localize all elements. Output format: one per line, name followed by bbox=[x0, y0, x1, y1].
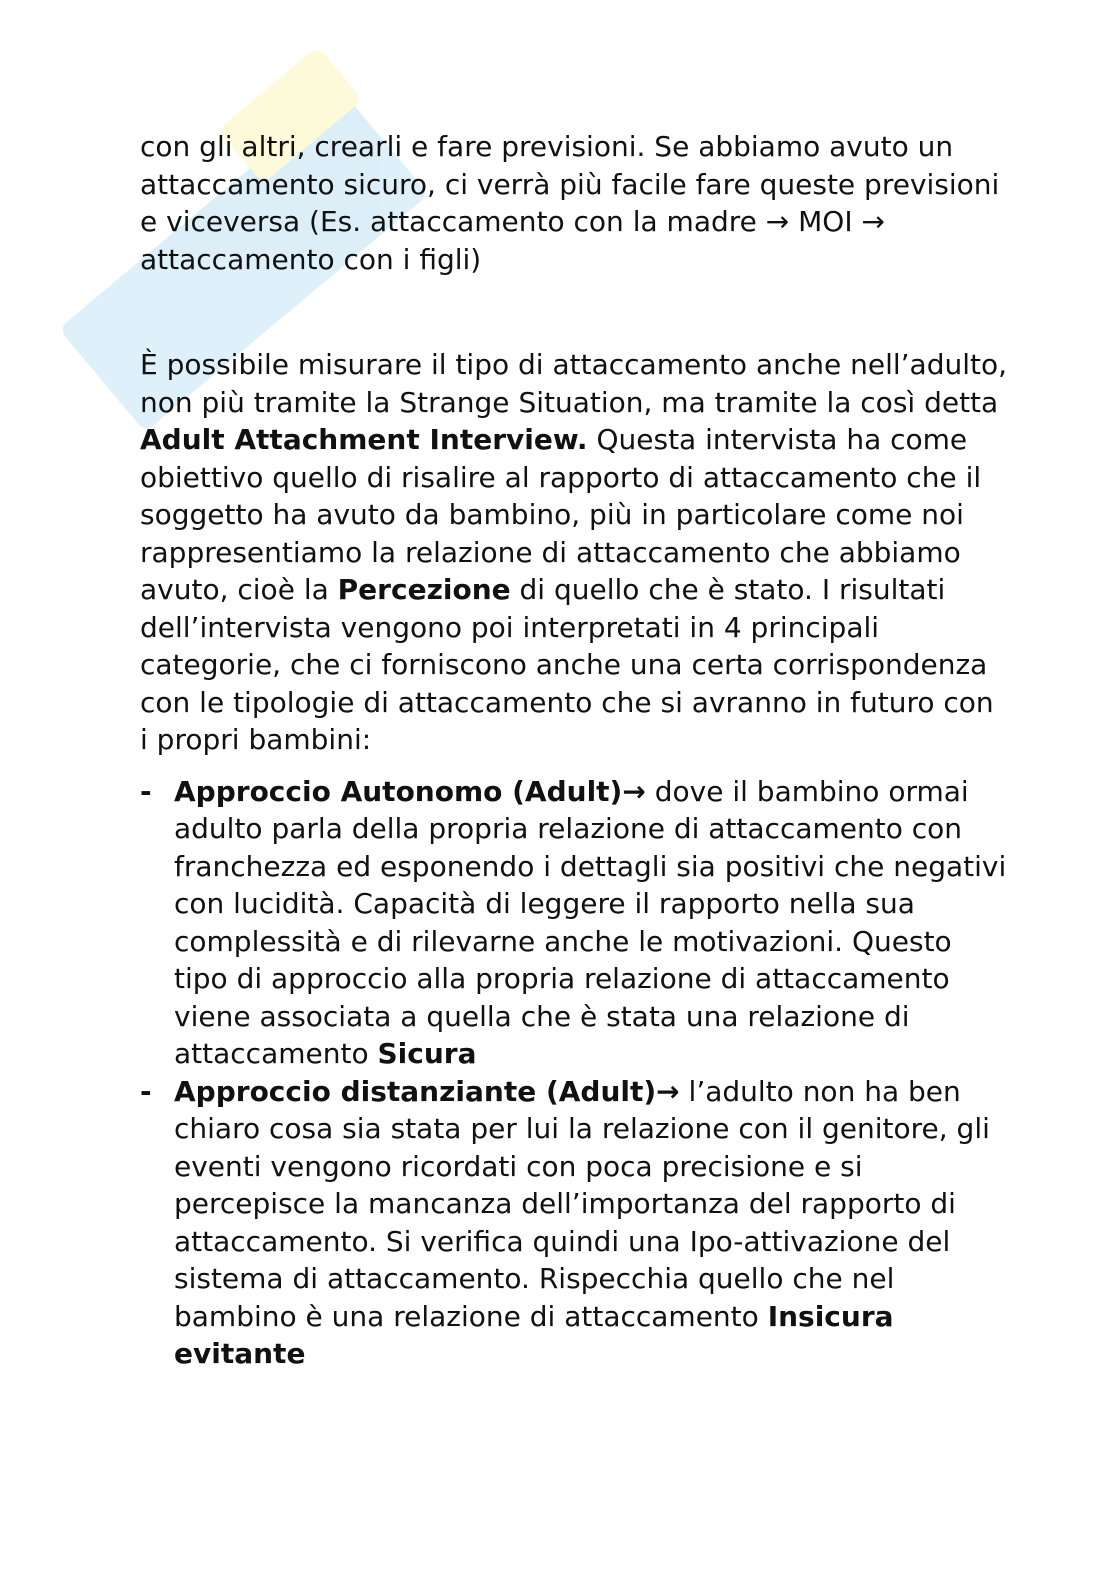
paragraph-intro-text: con gli altri, crearli e fare previsioni. Se abbiamo avuto un attaccamento sicuro, ci verrà più facile fare queste previsioni e viceversa (Es. attaccamento con la madre → MOI → attaccamento con i figli) bbox=[140, 130, 1000, 276]
term-adult-attachment-interview: Adult Attachment Interview. bbox=[140, 423, 588, 456]
term-percezione: Percezione bbox=[337, 573, 511, 606]
paragraph-text-c: di quello che è stato. I risultati dell’intervista vengono poi interpretati in 4 principali categorie, che ci forniscono anche una certa corrispondenza con le tipologie di attaccamento che si avranno in futuro con i propri bambini: bbox=[140, 573, 994, 756]
list-bullet: - bbox=[140, 774, 152, 808]
document-page bbox=[140, 128, 1010, 1373]
list-item-body: dove il bambino ormai adulto parla della propria relazione di attaccamento con franchezza ed esponendo i dettagli sia positivi che negativi con lucidità. Capacità di leggere il rapporto nella sua complessità e di rilevarne anche le motivazioni. Questo tipo di approccio alla propria relazione di attaccamento viene associata a quella che è stata una relazione di attaccamento bbox=[174, 774, 1007, 1070]
approach-list bbox=[140, 773, 1010, 1373]
list-item-autonomo bbox=[140, 773, 1010, 1073]
list-item-title: Approccio distanziante (Adult)→ bbox=[174, 1074, 680, 1108]
list-bullet: - bbox=[140, 1074, 152, 1108]
paragraph-adult-attachment bbox=[140, 346, 1010, 759]
paragraph-text-b: Questa intervista ha come obiettivo quello di risalire al rapporto di attaccamento che il soggetto ha avuto da bambino, più in particolare come noi rappresentiamo la relazione di attaccamento che abbiamo avuto, cioè la bbox=[140, 423, 982, 606]
list-item-distanziante bbox=[140, 1073, 1010, 1373]
list-item-body: l’adulto non ha ben chiaro cosa sia stata per lui la relazione con il genitore, gli eventi vengono ricordati con poca precisione e si percepisce la mancanza dell’importanza del rapporto di attaccamento. Si verifica quindi una Ipo-attivazione del sistema di attaccamento. Rispecchia quello che nel bambino è una relazione di attaccamento bbox=[174, 1074, 990, 1333]
list-item-title: Approccio Autonomo (Adult)→ bbox=[174, 774, 646, 808]
list-item-ending: Sicura bbox=[377, 1037, 477, 1070]
paragraph-text-a: È possibile misurare il tipo di attaccamento anche nell’adulto, non più tramite la Strange Situation, ma tramite la così detta bbox=[140, 348, 1008, 419]
list-item-ending: Insicura evitante bbox=[174, 1299, 894, 1370]
paragraph-intro bbox=[140, 128, 1010, 278]
